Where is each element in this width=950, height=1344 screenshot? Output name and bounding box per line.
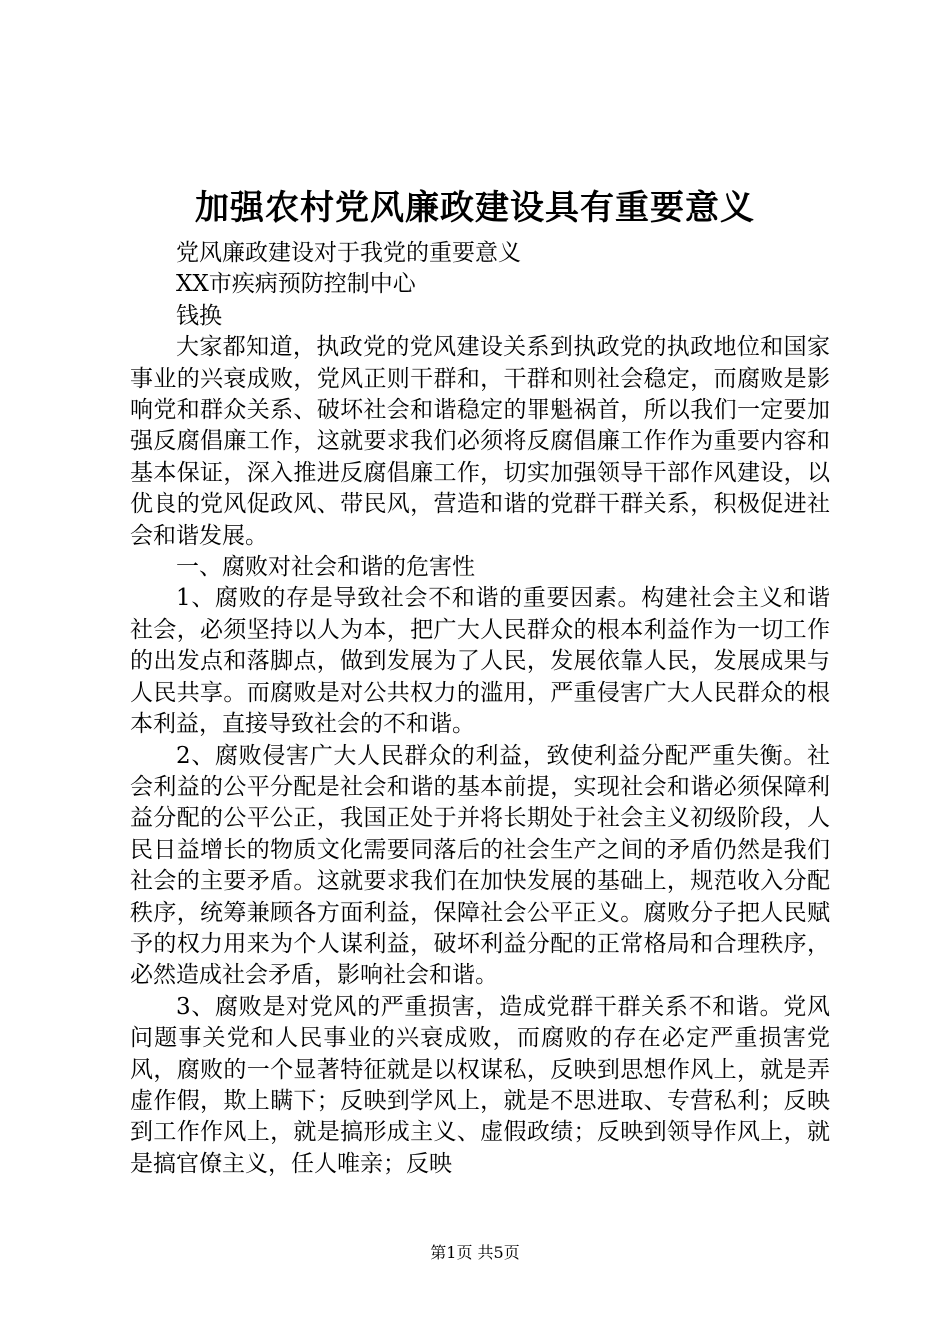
paragraph-point-1: 1、腐败的存是导致社会不和谐的重要因素。构建社会主义和谐社会，必须坚持以人为本，把广大人民群众的根本利益作为一切工作的出发点和落脚点，做到发展为了人民，发展依靠人民，发展成果与人民共享。而腐败是对公共权力的滥用，严重侵害广大人民群众的根本利益，直接导致社会的不和谐。 <box>130 585 830 738</box>
section-heading-1: 一、腐败对社会和谐的危害性 <box>176 554 475 581</box>
document-title: 加强农村党风廉政建设具有重要意义 <box>195 188 755 228</box>
paragraph-point-2: 2、腐败侵害广大人民群众的利益，致使利益分配严重失衡。社会利益的公平分配是社会和谐的基本前提，实现社会和谐必须保障利益分配的公平公正，我国正处于并将长期处于社会主义初级阶段，人民日益增长的物质文化需要同落后的社会生产之间的矛盾仍然是我们社会的主要矛盾。这就要求我们在加快发展的基础上，规范收入分配秩序，统筹兼顾各方面利益，保障社会公平正义。腐败分子把人民赋予的权力用来为个人谋利益，破坏利益分配的正常格局和合理秩序，必然造成社会矛盾，影响社会和谐。 <box>130 742 830 989</box>
page-number-footer: 第1页 共5页 <box>430 1243 520 1262</box>
paragraph-intro: 大家都知道，执政党的党风建设关系到执政党的执政地位和国家事业的兴衰成败，党风正则干群和，干群和则社会稳定，而腐败是影响党和群众关系、破坏社会和谐稳定的罪魁祸首，所以我们一定要加强反腐倡廉工作，这就要求我们必须将反腐倡廉工作作为重要内容和基本保证，深入推进反腐倡廉工作，切实加强领导干部作风建设，以优良的党风促政风、带民风，营造和谐的党群干群关系，积极促进社会和谐发展。 <box>130 334 830 549</box>
document-subtitle: 党风廉政建设对于我党的重要意义 <box>176 240 521 266</box>
document-body <box>130 238 830 1180</box>
paragraph-point-3: 3、腐败是对党风的严重损害，造成党群干群关系不和谐。党风问题事关党和人民事业的兴衰成败，而腐败的存在必定严重损害党风，腐败的一个显著特征就是以权谋私，反映到思想作风上，就是弄虚作假，欺上瞒下；反映到学风上，就是不思进取、专营私利；反映到工作作风上，就是搞形成主义、虚假政绩；反映到领导作风上，就是搞官僚主义，任人唯亲；反映 <box>130 993 830 1177</box>
document-organization: XX市疾病预防控制中心 <box>176 271 416 298</box>
document-author: 钱换 <box>176 302 222 329</box>
